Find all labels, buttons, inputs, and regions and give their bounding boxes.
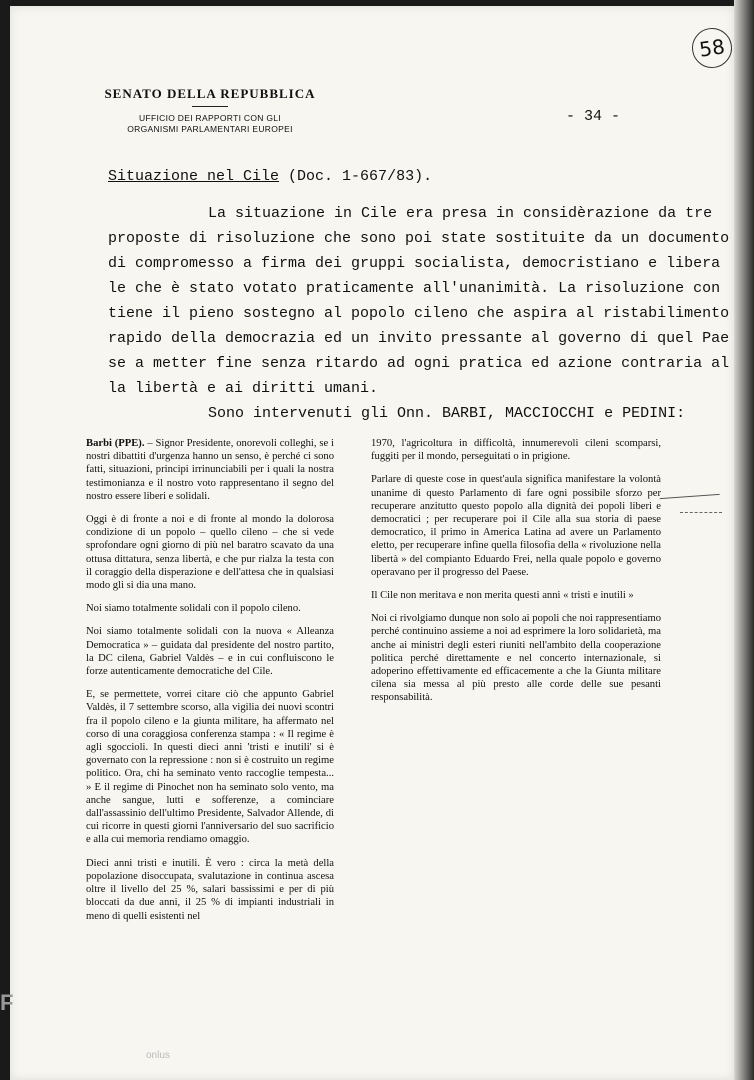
intro-line: rapido della democrazia ed un invito pressante al governo di quel Pae [108, 330, 730, 347]
doc-title [108, 168, 432, 185]
letterhead-divider [192, 106, 228, 107]
right-column [371, 437, 661, 715]
intro-line: le che è stato votato praticamente all'unanimità. La risoluzione con [108, 280, 721, 297]
doc-subject: Situazione nel Cile [108, 168, 280, 185]
intro-paragraph [108, 201, 730, 426]
paragraph: E, se permettete, vorrei citare ciò che appunto Gabriel Valdès, il 7 settembre scorso, alla vigilia dei nuovi scontri fra il popolo cileno e la giunta militare, ha affermato nel corso di una coraggiosa conferenza stampa : « Il regime è agli sgoccioli. In questi dieci anni 'tristi e inutili' si è governato con la repressione : non si è costruito un regime politico. Ora, chi ha seminato vento raccoglie tempesta... » E il regime di Pinochet non ha seminato solo vento, ma anche sangue, lutti e sofferenze, a cominciare dall'assassinio dell'ultimo Presidente, Salvador Allende, di cui ricorre in questi giorni l'anniversario del suo sacrificio e alla cui memoria rendiamo omaggio. [86, 689, 334, 846]
office-line-1: UFFICIO DEI RAPPORTI CON GLI [139, 113, 281, 123]
paragraph: Il Cile non meritava e non merita questi anni « tristi e inutili » [371, 590, 634, 602]
office-line-2: ORGANISMI PARLAMENTARI EUROPEI [127, 124, 293, 134]
paragraph: Noi ci rivolgiamo dunque non solo ai popoli che noi rappresentiamo perché continuino assieme a noi ad esprimere la loro solidarietà, ma anche ai ministri degli esteri riuniti nell'ambito della cooperazione politica perché direttamente e nel concerto internazionale, si adoperino effettivamente ed efficacemente a che la Giunta militare cilena sia messa al più presto alle corde delle sue pesanti responsabilità. [371, 613, 661, 704]
paragraph: Dieci anni tristi e inutili. È vero : circa la metà della popolazione disoccupata, svalutazione in continua ascesa oltre il livello del 25 %, salari bassissimi e per di più bloccati da due anni, il 25 % di impianti industriali in meno di quelli esistenti nel [86, 857, 334, 922]
doc-reference: (Doc. 1-667/83). [288, 168, 433, 185]
paragraph-text: – Signor Presidente, onorevoli colleghi, se i nostri dibattiti d'urgenza hanno un senso, è perché ci sono fatti, situazioni, principi irrinunciabili per i quali la nostra testimonianza e il nostro voto rappresentano il segno del nostro essere liberi e solidali. [86, 438, 334, 502]
intro-line: la libertà e ai diritti umani. [108, 380, 379, 397]
intro-line: se a metter fine senza ritardo ad ogni pratica ed azione contraria al [108, 355, 730, 372]
intro-line: di compromesso a firma dei gruppi socialista, democristiano e libera [108, 255, 721, 272]
paragraph [86, 437, 334, 503]
watermark-text: onlus [146, 1050, 170, 1061]
left-column [86, 437, 334, 933]
letterhead [90, 86, 330, 135]
page-number: - 34 - [566, 108, 621, 125]
speaker-name: Barbi (PPE). [86, 438, 145, 449]
paragraph: Noi siamo totalmente solidali con la nuova « Alleanza Democratica » – guidata dal presidente del nostro partito, la DC cilena, Gabriel Valdès – e in cui confluiscono le forze autenticamente democratiche del Cile. [86, 626, 334, 678]
paragraph: Oggi è di fronte a noi e di fronte al mondo la dolorosa condizione di un popolo – quello cileno – che si vede sprofondare ogni giorno di più nel baratro scavato da una ottusa dittatura, senza libertà, e che pur rialza la testa con il coraggio della disperazione e dell'attesa che in qualsiasi modo gli si dia una mano. [86, 514, 334, 592]
page-edge-shadow [734, 0, 754, 1080]
page-stamp-number: 58 [689, 25, 734, 70]
scan-logo-fragment: F [0, 990, 14, 1015]
intro-line: tiene il pieno sostegno al popolo cileno che aspira al ristabilimento [108, 305, 730, 322]
intro-line: La situazione in Cile era presa in considèrazione da tre [208, 205, 713, 222]
paragraph: 1970, l'agricoltura in difficoltà, innumerevoli cileni scomparsi, fuggiti per il mondo, perseguitati o in prigione. [371, 438, 661, 463]
paragraph: Parlare di queste cose in quest'aula significa manifestare la volontà unanime di questo Parlamento di fare ogni possibile sforzo per recuperare anzitutto questo popolo alla dignità dei popoli liberi e democratici ; per recuperare poi il Cile alla sua storia di paese democratico, il primo in America Latina ad avere un Parlamento eletto, per recuperare infine quella filosofia della « rivoluzione nella libertà » del compianto Eduardo Frei, nella quale popolo e governo operavano per il progresso del Paese. [371, 474, 661, 578]
paragraph: Noi siamo totalmente solidali con il popolo cileno. [86, 603, 301, 615]
margin-pen-mark [680, 512, 722, 514]
intro-line: proposte di risoluzione che sono poi state sostituite da un documento [108, 230, 730, 247]
intro-line: Sono intervenuti gli Onn. BARBI, MACCIOCCHI e PEDINI: [208, 405, 686, 422]
senate-title: SENATO DELLA REPUBBLICA [104, 86, 316, 101]
